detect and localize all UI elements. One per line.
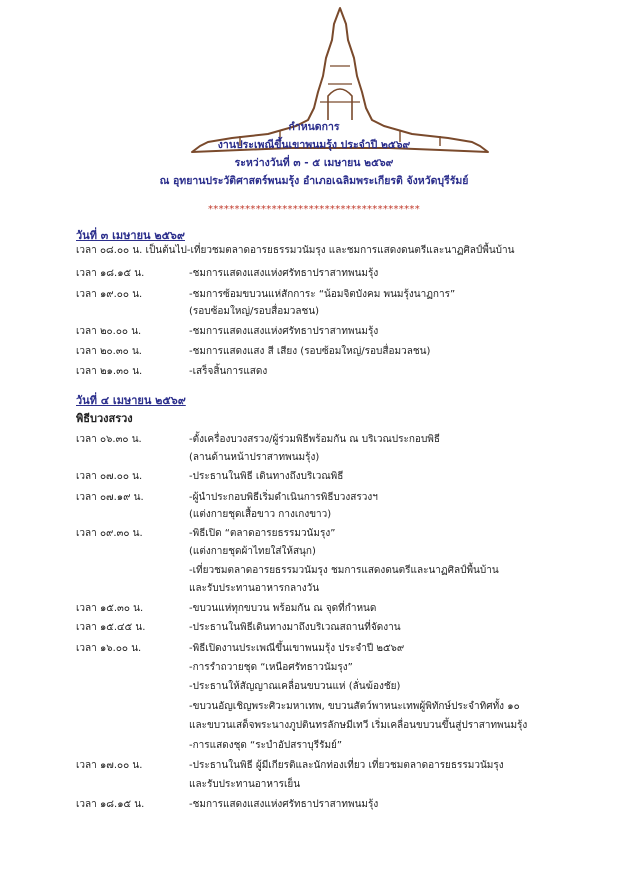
day2-activity: -ขบวนแห่ทุกขบวน พร้อมกัน ณ จุดที่กำหนด xyxy=(189,603,377,614)
day2-activity: -การแสดงชุด “ระบำอัปสราบุรีรัมย์” xyxy=(189,740,343,751)
day2-activity: -ชมการแสดงแสงแห่งศรัทธาปราสาทพนมรุ้ง xyxy=(189,799,379,810)
day2-activity: -ประธานในพิธี เดินทางถึงบริเวณพิธี xyxy=(189,471,344,482)
day2-activity: -ประธานในพิธี ผู้มีเกียรติและนักท่องเที่ยว เที่ยวชมตลาดอารยธรรมวนัมรุง xyxy=(189,760,504,771)
day2-activity: -ขบวนอัญเชิญพระศิวะมหาเทพ, ขบวนสัตว์พาหนะเทพผู้พิทักษ์ประจำทิศทั้ง ๑๐ xyxy=(189,701,520,712)
day2-time: เวลา ๐๙.๓๐ น. xyxy=(76,528,143,539)
event-name: งานประเพณีขึ้นเขาพนมรุ้ง ประจำปี ๒๕๖๙ xyxy=(217,139,411,151)
day1-activity: -ชมการแสดงแสงแห่งศรัทธาปราสาทพนมรุ้ง xyxy=(189,268,379,279)
day2-activity: -พิธีเปิด “ตลาดอารยธรรมวนัมรุง” xyxy=(189,528,336,539)
day2-time: เวลา ๑๘.๑๕ น. xyxy=(76,799,145,810)
day2-activity: และขบวนเสด็จพระนางภูปตินทรลักษมีเทวี เริ่มเคลื่อนขบวนขึ้นสู่ปราสาทพนมรุ้ง xyxy=(189,720,528,731)
day2-activity-note: และรับประทานอาหารกลางวัน xyxy=(189,583,320,594)
day1-activity: -ชมการซ้อมขบวนแห่สักการะ “น้อมจิตบังคม พนมรุ้งนาฏการ” xyxy=(189,289,456,300)
day2-activity: และรับประทานอาหารเย็น xyxy=(189,779,301,790)
day1-heading: วันที่ ๓ เมษายน ๒๕๖๙ xyxy=(76,229,185,242)
day2-heading: วันที่ ๔ เมษายน ๒๕๖๙ xyxy=(76,394,186,407)
day2-time: เวลา ๑๖.๐๐ น. xyxy=(76,643,142,654)
day2-activity: -ผู้นำประกอบพิธีเริ่มดำเนินการพิธีบวงสรวงฯ xyxy=(189,492,378,503)
day2-activity-note: (แต่งกายชุดเสื้อขาว กางเกงขาว) xyxy=(189,509,332,520)
doc-title: กำหนดการ xyxy=(288,121,340,133)
day1-time: เวลา ๒๐.๐๐ น. xyxy=(76,326,142,337)
day2-time: เวลา ๑๕.๔๕ น. xyxy=(76,622,146,633)
day1-time: เวลา ๒๑.๓๐ น. xyxy=(76,366,143,377)
divider-stars: **************************************** xyxy=(208,204,420,215)
day2-activity: -ประธานให้สัญญาณเคลื่อนขบวนแห่ (ลั่นฆ้องชัย) xyxy=(189,681,401,692)
day2-activity: -พิธีเปิดงานประเพณีขึ้นเขาพนมรุ้ง ประจำปี ๒๕๖๙ xyxy=(189,643,405,654)
day2-activity: -เที่ยวชมตลาดอารยธรรมวนัมรุง ชมการแสดงดนตรีและนาฏศิลป์พื้นบ้าน xyxy=(189,565,499,576)
day2-activity: -การรำถวายชุด “เหนือศรัทธาวนัมรุง” xyxy=(189,662,353,673)
day2-time: เวลา ๑๕.๓๐ น. xyxy=(76,603,144,614)
day1-activity: -ชมการแสดงแสงแห่งศรัทธาปราสาทพนมรุ้ง xyxy=(189,326,379,337)
day2-time: เวลา ๐๖.๓๐ น. xyxy=(76,434,142,445)
day2-time: เวลา ๐๗.๐๐ น. xyxy=(76,471,143,482)
day1-intro: เวลา ๐๘.๐๐ น. เป็นต้นไป-เที่ยวชมตลาดอารยธรรมวนัมรุง และชมการแสดงดนตรีและนาฏศิลป์พื้นบ้าน xyxy=(76,245,515,256)
day1-activity-note: (รอบซ้อมใหญ่/รอบสื่อมวลชน) xyxy=(189,306,320,317)
day2-activity-note: (ลานด้านหน้าปราสาทพนมรุ้ง) xyxy=(189,452,320,463)
day2-activity-note: (แต่งกายชุดผ้าไทยใส่ให้สนุก) xyxy=(189,546,316,557)
section-heading: พิธีบวงสรวง xyxy=(76,412,133,425)
day1-time: เวลา ๑๙.๐๐ น. xyxy=(76,289,143,300)
day2-activity: -ตั้งเครื่องบวงสรวง/ผู้ร่วมพิธีพร้อมกัน ณ บริเวณประกอบพิธี xyxy=(189,434,440,445)
day1-time: เวลา ๑๘.๑๕ น. xyxy=(76,268,145,279)
day1-time: เวลา ๒๐.๓๐ น. xyxy=(76,346,142,357)
day2-time: เวลา ๐๗.๑๙ น. xyxy=(76,492,144,503)
day1-activity: -ชมการแสดงแสง สี เสียง (รอบซ้อมใหญ่/รอบสื่อมวลชน) xyxy=(189,346,431,357)
event-venue: ณ อุทยานประวัติศาสตร์พนมรุ้ง อำเภอเฉลิมพระเกียรติ จังหวัดบุรีรัมย์ xyxy=(159,175,469,187)
day2-time: เวลา ๑๗.๐๐ น. xyxy=(76,760,143,771)
day2-activity: -ประธานในพิธีเดินทางมาถึงบริเวณสถานที่จัดงาน xyxy=(189,622,401,633)
day1-activity: -เสร็จสิ้นการแสดง xyxy=(189,366,268,377)
event-dates: ระหว่างวันที่ ๓ - ๕ เมษายน ๒๕๖๙ xyxy=(234,157,394,169)
